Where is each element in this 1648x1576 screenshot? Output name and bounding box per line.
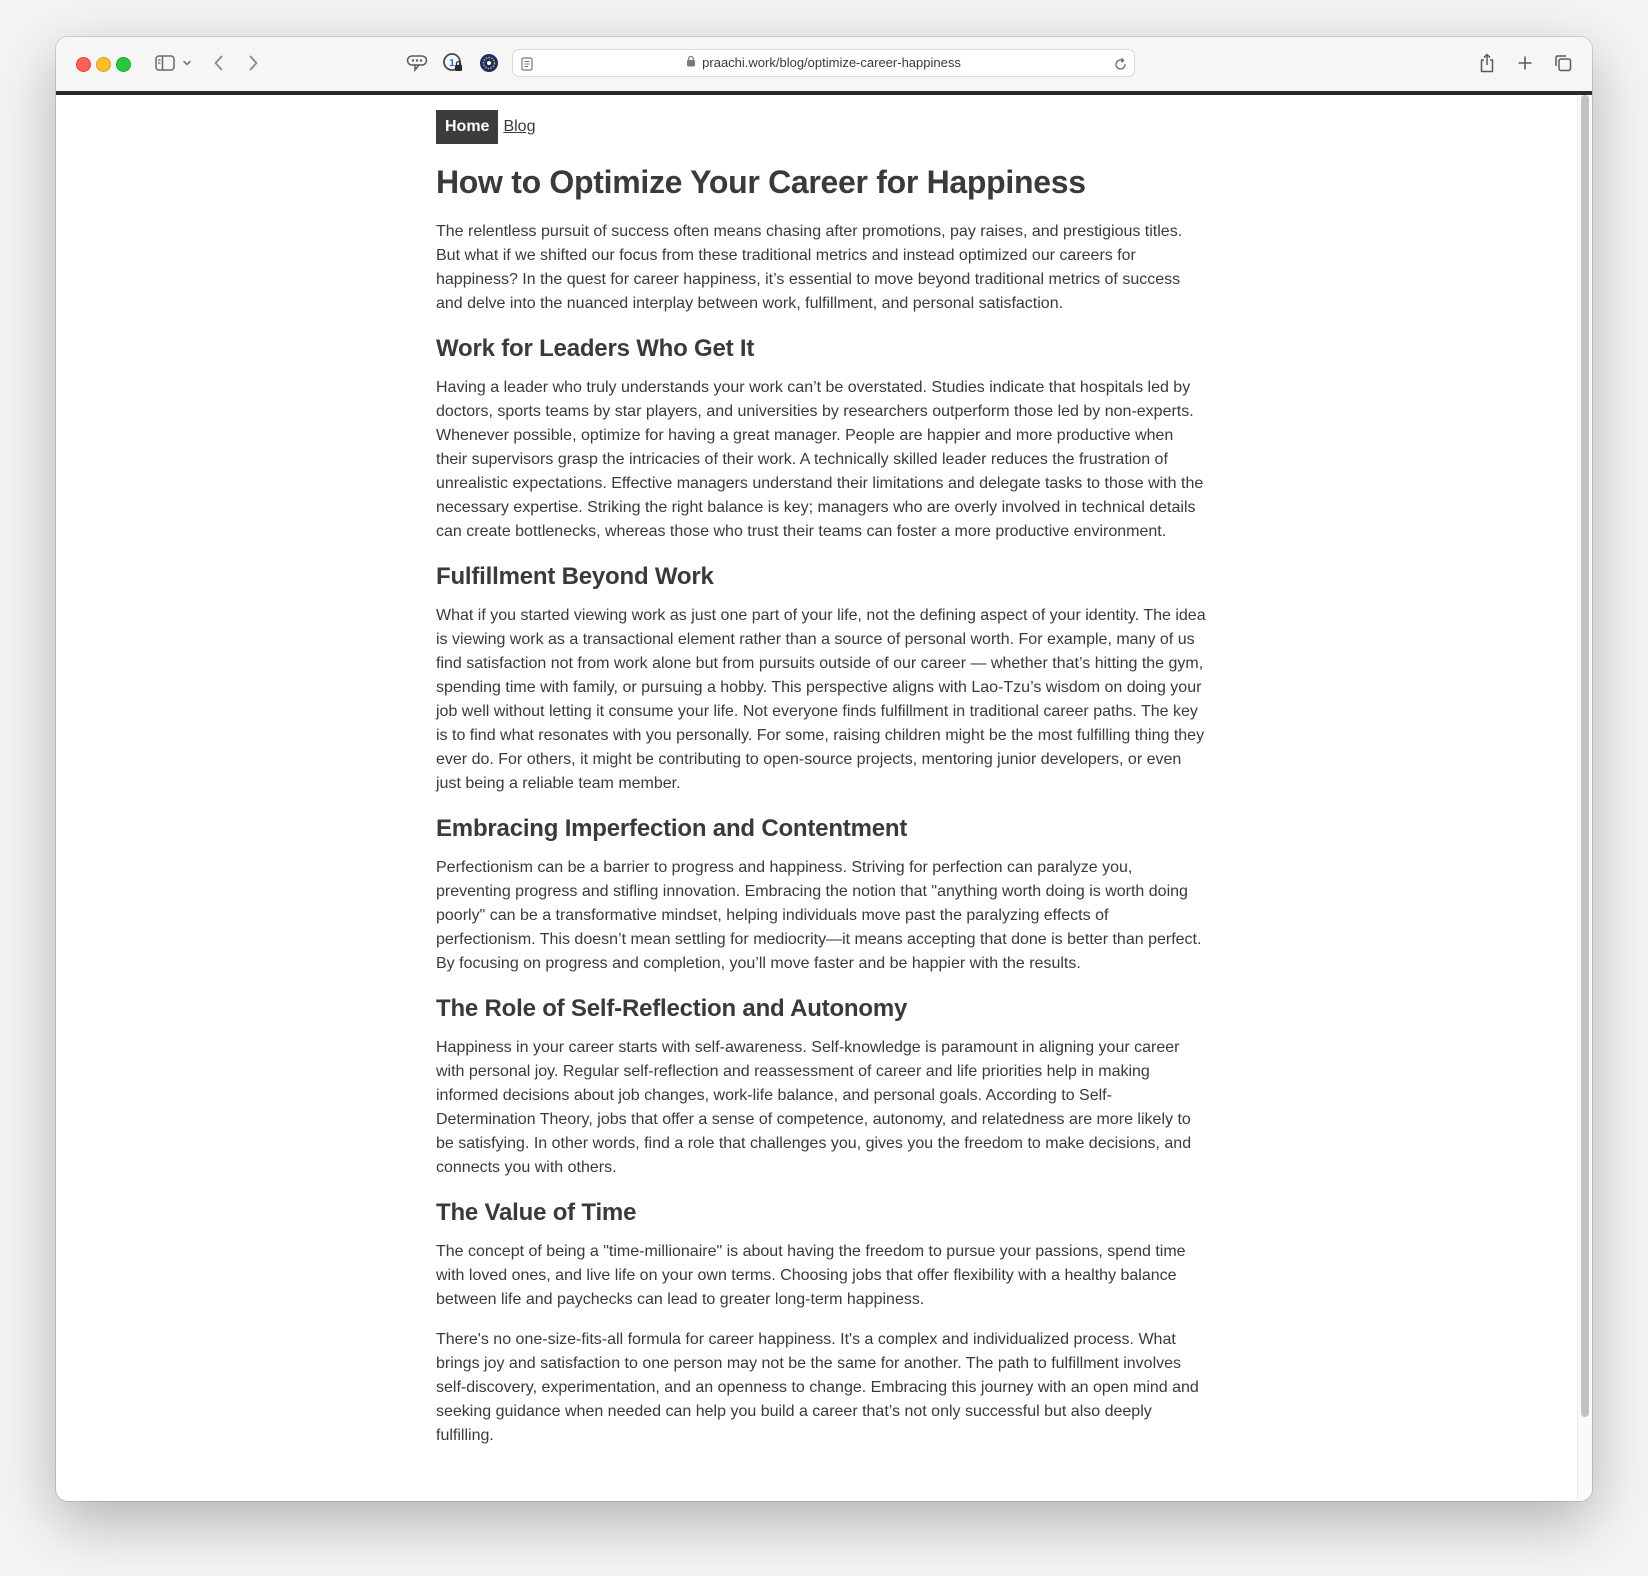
reload-icon[interactable] — [1112, 51, 1128, 77]
extension-translate-icon[interactable] — [404, 50, 430, 76]
section-heading-fulfillment: Fulfillment Beyond Work — [436, 563, 714, 590]
sidebar-icon[interactable] — [152, 50, 178, 76]
section-paragraph: The concept of being a "time-millionaire" is about having the freedom to pursue your passions, spend time with loved ones, and live life on your own terms. Choosing jobs that offer flexibility with a healthy balance between life and paychecks can lead to greater long-term happiness. — [436, 1243, 1186, 1308]
chevron-left-icon[interactable] — [206, 50, 232, 76]
browser-window — [56, 37, 1592, 1501]
page-top-border — [56, 91, 1592, 95]
section-paragraph: Happiness in your career starts with self-awareness. Self-knowledge is paramount in aligning your career with personal joy. Regular self-reflection and reassessment of career and life priorities help in making informed decisions about job changes, work-life balance, and personal goals. According to Self-Determination Theory, jobs that offer a sense of competence, autonomy, and relatedness are more likely to be satisfying. In other words, find a role that challenges you, gives you the freedom to make decisions, and connects you with others. — [436, 1039, 1192, 1176]
lock-icon — [686, 50, 696, 76]
section-paragraph: Having a leader who truly understands your work can’t be overstated. Studies indicate that hospitals led by doctors, sports teams by star players, and universities by researchers outperform those led by non-experts. Whenever possible, optimize for having a great manager. People are happier and more productive when their supervisors grasp the intricacies of their work. A technically skilled leader reduces the frustration of unrealistic expectations. Effective managers understand their limitations and delegate tasks to those with the necessary expertise. Striking the right balance is key; managers who are overly involved in technical details can create bottlenecks, whereas those who trust their teams can foster a more productive environment. — [436, 379, 1204, 540]
plus-icon[interactable] — [1512, 50, 1538, 76]
browser-toolbar — [56, 37, 1592, 92]
extension-privacy-icon[interactable] — [476, 50, 502, 76]
scrollbar-thumb[interactable] — [1581, 95, 1589, 1417]
page-content — [436, 110, 1206, 1448]
extension-password-icon[interactable] — [440, 50, 466, 76]
share-icon[interactable] — [1474, 50, 1500, 76]
minimize-window-button[interactable] — [96, 57, 111, 72]
section-heading-leaders: Work for Leaders Who Get It — [436, 335, 755, 362]
nav-home-link[interactable]: Home — [436, 110, 498, 144]
section-paragraph: Perfectionism can be a barrier to progress and happiness. Striving for perfection can paralyze you, preventing progress and stifling innovation. Embracing the notion that "anything worth doing is worth doing poorly" can be a transformative mindset, helping individuals move past the paralyzing effects of perfectionism. This doesn’t mean settling for mediocrity—it means accepting that done is better than perfect. By focusing on progress and completion, you’ll move faster and be happier with the results. — [436, 859, 1202, 972]
tab-overview-icon[interactable] — [1550, 50, 1576, 76]
article-title: How to Optimize Your Career for Happiness — [436, 164, 1086, 200]
section-heading-time: The Value of Time — [436, 1199, 637, 1226]
close-window-button[interactable] — [76, 57, 91, 72]
site-nav — [436, 110, 1206, 144]
closing-paragraph: There's no one-size-fits-all formula for career happiness. It's a complex and individualized process. What brings joy and satisfaction to one person may not be the same for another. The path to fulfillment involves self-discovery, experimentation, and an openness to change. Embracing this journey with an open mind and seeking guidance when needed can help you build a career that’s not only successful but also deeply fulfilling. — [436, 1331, 1199, 1444]
chevron-down-icon[interactable] — [180, 50, 194, 76]
section-heading-imperfection: Embracing Imperfection and Contentment — [436, 815, 908, 842]
svg-text:1: 1 — [449, 58, 455, 69]
article-intro: The relentless pursuit of success often means chasing after promotions, pay raises, and prestigious titles. But what if we shifted our focus from these traditional metrics and instead optimized our careers for happiness? In the quest for career happiness, it’s essential to move beyond traditional metrics of success and delve into the nuanced interplay between work, fulfillment, and personal satisfaction. — [436, 223, 1183, 312]
section-heading-self-reflection: The Role of Self-Reflection and Autonomy — [436, 995, 908, 1022]
url-text: praachi.work/blog/optimize-career-happiness — [702, 55, 961, 70]
section-paragraph: What if you started viewing work as just one part of your life, not the defining aspect of your identity. The idea is viewing work as a transactional element rather than a source of personal worth. For example, many of us find satisfaction not from work alone but from pursuits outside of our career — whether that’s hitting the gym, spending time with family, or pursuing a hobby. This perspective aligns with Lao-Tzu’s wisdom on doing your job well without letting it consume your life. Not everyone finds fulfillment in traditional career paths. The key is to find what resonates with you personally. For some, raising children might be the most fulfilling thing they ever do. For others, it might be contributing to open-source projects, mentoring junior developers, or even just being a reliable team member. — [436, 607, 1206, 792]
zoom-window-button[interactable] — [116, 57, 131, 72]
address-bar[interactable] — [512, 49, 1135, 77]
nav-blog-link[interactable]: Blog — [503, 118, 536, 135]
url-display[interactable] — [513, 50, 1134, 76]
chevron-right-icon[interactable] — [240, 50, 266, 76]
